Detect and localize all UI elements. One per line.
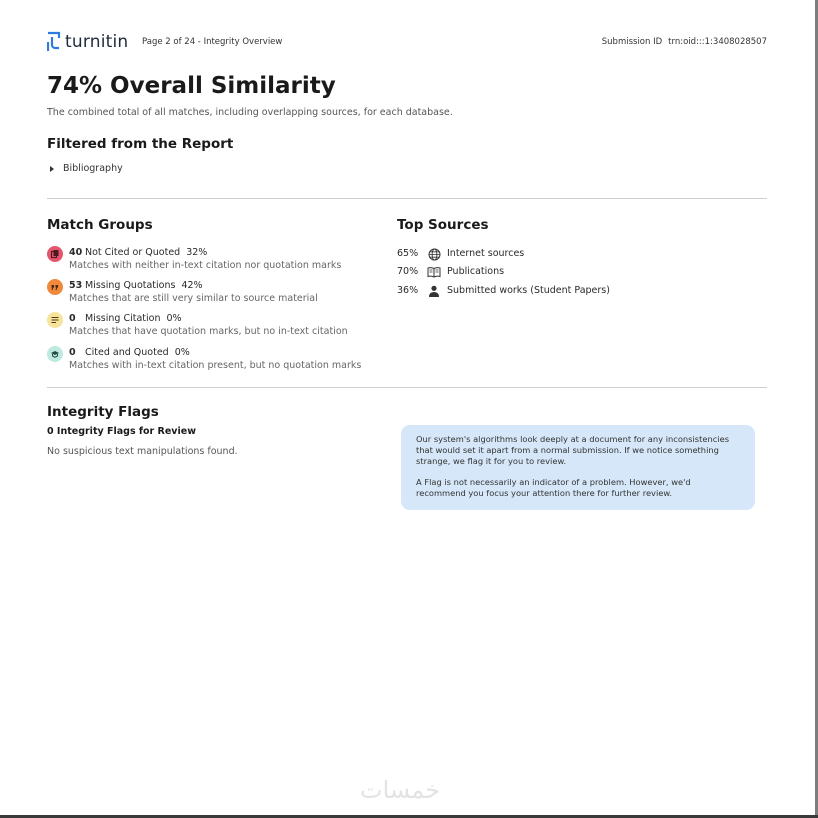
book-icon xyxy=(427,265,441,279)
match-description: Matches with neither in-text citation nor quotation marks xyxy=(69,260,342,271)
match-label: Missing Citation xyxy=(85,313,161,324)
page-subtitle: The combined total of all matches, including overlapping sources, for each database. xyxy=(47,107,453,118)
top-source-submitted-works xyxy=(397,284,757,298)
source-label: Submitted works (Student Papers) xyxy=(447,285,610,296)
turnitin-logo-icon xyxy=(47,31,61,53)
source-label: Publications xyxy=(447,266,505,277)
source-percent: 70% xyxy=(397,266,419,277)
page-title: 74% Overall Similarity xyxy=(47,73,336,99)
filtered-item-label: Bibliography xyxy=(63,163,123,174)
match-description: Matches with in-text citation present, but no quotation marks xyxy=(69,360,362,371)
watermark-logo: خمسات xyxy=(360,776,441,804)
integrity-flags-none: No suspicious text manipulations found. xyxy=(47,446,238,457)
match-label: Missing Quotations xyxy=(85,280,176,291)
turnitin-logo xyxy=(47,31,128,53)
top-source-internet xyxy=(397,247,757,261)
source-percent: 36% xyxy=(397,285,419,296)
top-sources-heading: Top Sources xyxy=(397,217,489,233)
integrity-flags-heading: Integrity Flags xyxy=(47,404,159,420)
globe-icon xyxy=(427,247,441,261)
info-paragraph-2: A Flag is not necessarily an indicator of a problem. However, we'd recommend you focus your attention there for further review. xyxy=(416,477,691,498)
match-percent: 42% xyxy=(181,280,203,291)
match-count: 53 xyxy=(69,280,83,291)
match-label: Cited and Quoted xyxy=(85,347,169,358)
filtered-heading: Filtered from the Report xyxy=(47,136,234,152)
match-groups-heading: Match Groups xyxy=(47,217,153,233)
match-label: Not Cited or Quoted xyxy=(85,247,181,258)
submission-label: Submission ID xyxy=(601,37,663,47)
match-description: Matches that are still very similar to source material xyxy=(69,293,318,304)
source-percent: 65% xyxy=(397,248,419,259)
missing-citation-icon xyxy=(47,312,63,328)
page-info: Page 2 of 24 - Integrity Overview xyxy=(142,37,283,47)
source-label: Internet sources xyxy=(447,248,525,259)
filtered-item-bibliography[interactable] xyxy=(50,163,123,174)
match-description: Matches that have quotation marks, but no in-text citation xyxy=(69,326,348,337)
section-divider xyxy=(47,198,767,199)
match-count: 0 xyxy=(69,313,76,324)
submission-id xyxy=(602,37,767,47)
logo-text: turnitin xyxy=(65,32,129,52)
integrity-info-box xyxy=(401,425,755,510)
submission-value: trn:oid:::1:3408028507 xyxy=(668,37,767,47)
not-cited-icon xyxy=(47,246,63,262)
page-header xyxy=(47,31,767,53)
missing-quotations-icon xyxy=(47,279,63,295)
top-source-publications xyxy=(397,265,757,279)
match-percent: 0% xyxy=(174,347,190,358)
match-percent: 32% xyxy=(186,247,208,258)
caret-right-icon xyxy=(50,166,54,172)
match-count: 40 xyxy=(69,247,83,258)
match-count: 0 xyxy=(69,347,76,358)
person-icon xyxy=(427,284,441,298)
section-divider xyxy=(47,387,767,388)
cited-quoted-icon xyxy=(47,346,63,362)
info-paragraph-1: Our system's algorithms look deeply at a document for any inconsistencies that would set it apart from a normal submission. If we notice something strange, we flag it for you to review. xyxy=(416,434,730,466)
integrity-flags-count: 0 Integrity Flags for Review xyxy=(47,426,196,437)
match-percent: 0% xyxy=(166,313,182,324)
